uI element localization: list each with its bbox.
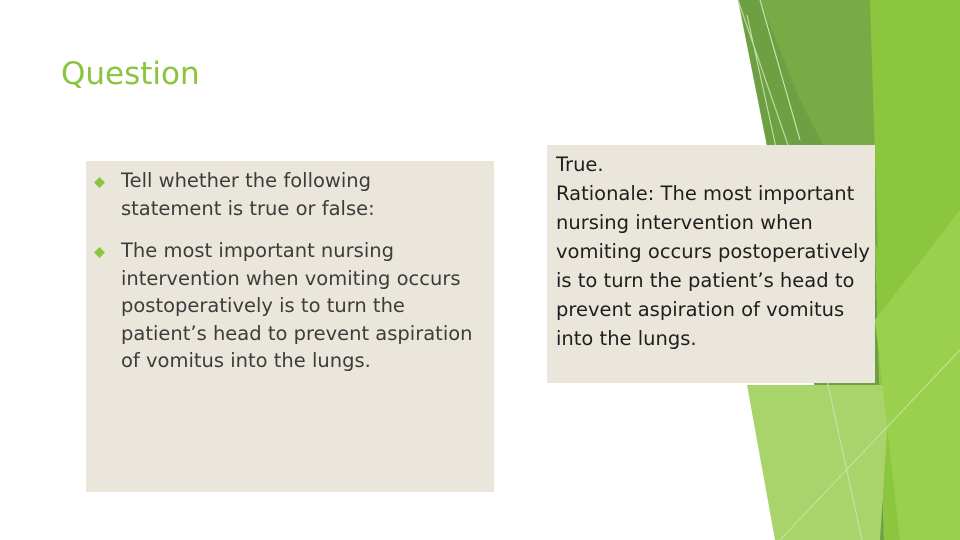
answer-panel bbox=[547, 145, 875, 383]
decor-facet-pale bbox=[747, 385, 890, 540]
question-bullet-text: The most important nursing intervention when vomiting occurs postoperatively is to turn the patient’s head to prevent aspiration of vomitus into the lungs. bbox=[121, 239, 473, 372]
diamond-bullet-icon bbox=[94, 177, 105, 188]
question-bullet-item bbox=[86, 237, 476, 375]
diamond-bullet-icon bbox=[94, 247, 105, 258]
question-bullet-list bbox=[86, 167, 476, 390]
question-panel bbox=[86, 161, 494, 492]
answer-text: True. Rationale: The most important nursing intervention when vomiting occurs postoperatively is to turn the patient’s head to prevent aspiration of vomitus into the lungs. bbox=[556, 153, 870, 350]
question-bullet-item bbox=[86, 167, 476, 222]
slide-title: Question bbox=[61, 56, 200, 92]
question-bullet-text: Tell whether the following statement is true or false: bbox=[121, 169, 375, 220]
